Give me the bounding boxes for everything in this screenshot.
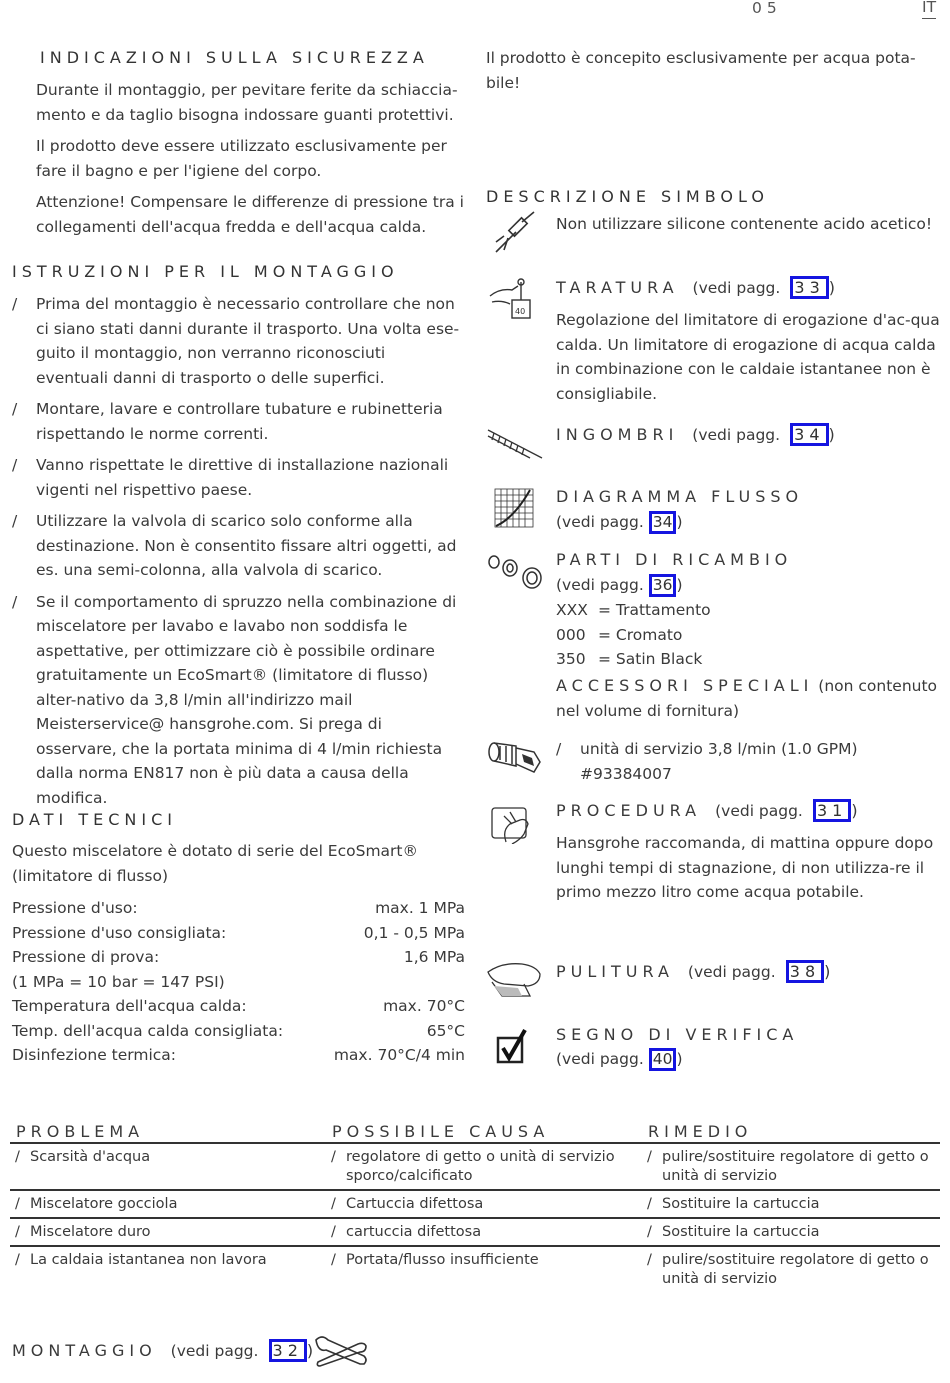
technical-title: DATI TECNICI [12,810,177,829]
ruler-icon [486,424,544,462]
pulitura-title: PULITURA [556,962,674,981]
page-ref-prefix: (vedi pagg. [687,963,776,981]
technical-label: Temp. dell'acqua calda consigliata: [12,1021,284,1040]
page-ref-link[interactable]: 40 [649,1048,677,1071]
page-ref-close: ) [828,278,841,297]
table-row [10,1190,940,1218]
list-item: / Se il comportamento di spruzzo nella combinazione di miscelatore per lavabo e lavabo non soddisfa le aspettative, per ottimizzare ciò è possibile ordinare gratuitamente un EcoSmart® (limitatore di flusso) alter-nativo da 3,8 l/min all'indirizzo mail Meisterservice@ hansgrohe.com. Si prega di osservare, che la portata minima di 4 l/min richiesta dalla norma EN817 non è più data a causa della modifica. [12,590,460,811]
verifica-ref [556,1047,683,1072]
list-item: / Utilizzare la valvola di scarico solo conforme alla destinazione. Non è consentito fissare altri oggetti, ad es. una semi-colonna, alla valvola di scarico. [12,509,460,583]
technical-label: Pressione d'uso: [12,899,138,917]
cause-cell: / regolatore di getto o unità di servizio sporco/calcificato [326,1148,636,1186]
remedy-cell: / Sostituire la cartuccia [642,1223,934,1242]
technical-row [12,896,465,921]
page-ref-prefix: (vedi pagg. [692,279,781,297]
technical-row [12,945,465,970]
diagramma-title: DIAGRAMMA FLUSSO [556,487,804,506]
safety-paragraph: Il prodotto deve essere utilizzato esclusivamente per fare il bagno e per l'igiene del corpo. [36,137,447,180]
installation-list [12,292,460,817]
accessori-item-number: #93384007 [580,764,672,783]
page-ref-close: ) [828,425,840,444]
cause-cell: / cartuccia difettosa [326,1223,636,1242]
cause-cell: / Portata/flusso insufficiente [326,1251,636,1270]
table-row [10,1246,940,1292]
accessori-note: (non contenuto nel volume di fornitura) [556,677,938,720]
technical-value: 0,1 - 0,5 MPa [363,923,465,942]
page-ref-prefix: (vedi pagg. [170,1342,259,1360]
table-row [10,1143,940,1190]
technical-row [12,994,465,1019]
checkmark-icon [496,1028,530,1066]
page-ref-prefix: (vedi pagg. [556,576,644,594]
spare-parts-icon [486,550,544,592]
technical-row [12,921,465,946]
technical-value: 1,6 MPa [403,948,465,966]
problem-cell: / Miscelatore gocciola [10,1195,320,1214]
procedura-title: PROCEDURA [556,801,702,820]
page-ref-close: ) [676,576,683,594]
hand-on-handle-icon [488,802,540,844]
column-header: POSSIBILE CAUSA [326,1120,642,1143]
safety-paragraph: Attenzione! Compensare le differenze di pressione tra i collegamenti dell'acqua fredda e dell'acqua calda. [36,193,464,236]
troubleshooting-table [10,1120,940,1292]
page-ref-link[interactable]: 36 [649,574,677,597]
table-row [10,1218,940,1246]
safety-section [36,78,466,239]
technical-label: (1 MPa = 10 bar = 147 PSI) [12,972,225,991]
symbols-title: DESCRIZIONE SIMBOLO [486,187,769,206]
technical-row [12,1043,465,1068]
problem-cell: / La caldaia istantanea non lavora [10,1251,320,1270]
montaggio-title-line [12,1339,318,1364]
column-header: PROBLEMA [10,1120,326,1143]
remedy-cell: / pulire/sostituire regolatore di getto o unità di servizio [642,1251,934,1289]
page-ref-prefix: (vedi pagg. [556,1050,644,1068]
page-number: 05 [752,0,782,17]
taratura-text: Regolazione del limitatore di erogazione d'ac-qua calda. Un limitatore di erogazione di acqua calda in combinazione con le caldaie istantanee non è consigliabile. [556,311,940,403]
silicone-warning: Non utilizzare silicone contenente acido acetico! [556,215,933,233]
technical-label: Pressione di prova: [12,948,160,966]
finish-code: 350 [556,650,586,668]
ingombri-title: INGOMBRI [556,425,679,444]
safety-title: INDICAZIONI SULLA SICUREZZA [40,48,429,67]
ricambio-title: PARTI DI RICAMBIO [556,550,793,569]
page-ref-close: ) [824,962,836,981]
technical-value: max. 1 MPa [375,899,465,917]
language-code: IT [922,0,936,19]
wrench-icon [312,1332,370,1372]
technical-value: max. 70°C/4 min [333,1046,465,1064]
page-ref-link[interactable]: 38 [786,960,824,983]
finish-code: XXX [556,601,588,619]
page-ref-prefix: (vedi pagg. [692,426,781,444]
cause-cell: / Cartuccia difettosa [326,1195,636,1214]
procedura-title-line [556,799,863,824]
page-ref-prefix: (vedi pagg. [556,513,644,531]
column-header: RIMEDIO [642,1120,940,1143]
finish-code-row [556,623,856,648]
page-ref-link[interactable]: 32 [269,1339,307,1362]
finish-desc: = Cromato [598,625,683,644]
technical-label: Temperatura dell'acqua calda: [12,997,247,1015]
page-ref-link[interactable]: 34 [649,511,677,534]
technical-row [12,970,465,995]
finish-desc: = Trattamento [598,601,711,619]
list-item: / Vanno rispettate le direttive di installazione nazionali vigenti nel rispettivo paese. [12,453,460,502]
page-ref-link[interactable]: 34 [790,423,828,446]
taratura-title: TARATURA [556,278,679,297]
pulitura-title-line [556,960,835,985]
technical-value: 65°C [426,1021,465,1040]
page-ref-link[interactable]: 33 [790,276,828,299]
page-ref-close: ) [676,513,683,531]
verifica-title: SEGNO DI VERIFICA [556,1025,799,1044]
problem-cell: / Miscelatore duro [10,1223,320,1242]
page-ref-close: ) [306,1341,319,1360]
accessori-title: ACCESSORI SPECIALI [556,676,814,695]
page-ref-close: ) [676,1050,683,1068]
remedy-cell: / pulire/sostituire regolatore di getto o unità di servizio [642,1148,934,1186]
cleaning-hand-icon [486,958,544,1000]
list-item: / Montare, lavare e controllare tubature e rubinetteria rispettando le norme correnti. [12,397,460,446]
accessori-item: / unità di servizio 3,8 l/min (1.0 GPM) #93384007 [556,740,858,783]
page-ref-close: ) [851,801,863,820]
finish-code: 000 [556,625,586,644]
technical-value: max. 70°C [383,997,465,1015]
diagramma-ref [556,510,683,535]
ingombri-title-line [556,423,840,448]
remedy-cell: / Sostituire la cartuccia [642,1195,934,1214]
montaggio-title: MONTAGGIO [12,1341,157,1360]
technical-label: Pressione d'uso consigliata: [12,923,227,942]
technical-row [12,1019,465,1044]
procedura-text: Hansgrohe raccomanda, di mattina oppure dopo lunghi tempi di stagnazione, di non utilizza-re il primo mezzo litro come acqua potabile. [556,834,934,901]
technical-intro: Questo miscelatore è dotato di serie del EcoSmart® (limitatore di flusso) [12,842,418,885]
potable-water-note: Il prodotto è concepito esclusivamente per acqua pota-bile! [486,49,916,92]
finish-code-row [556,647,856,672]
ricambio-ref [556,573,683,598]
temperature-dial-icon [488,276,536,322]
accessori-item-text: unità di servizio 3,8 l/min (1.0 GPM) [580,740,858,758]
service-unit-icon [486,738,544,778]
problem-cell: / Scarsità d'acqua [10,1148,320,1167]
table-header-row [10,1120,940,1143]
finish-desc: = Satin Black [598,650,703,668]
installation-title: ISTRUZIONI PER IL MONTAGGIO [12,262,399,281]
safety-paragraph: Durante il montaggio, per pevitare ferite da schiaccia-mento e da taglio bisogna indossare guanti protettivi. [36,81,458,124]
finish-code-row [556,598,856,623]
silicone-gun-icon [490,208,540,256]
technical-table [12,896,465,1068]
page-ref-link[interactable]: 31 [813,799,851,822]
finish-codes [556,598,856,672]
page-ref-prefix: (vedi pagg. [715,802,803,820]
accessori-block [556,674,941,723]
technical-label: Disinfezione termica: [12,1046,177,1064]
svg-text:40: 40 [515,307,526,316]
taratura-title-line [556,276,840,301]
flow-diagram-icon [494,488,534,528]
list-item: / Prima del montaggio è necessario controllare che non ci siano stati danni durante il trasporto. Una volta ese-guito il montaggio, non verranno riconosciuti eventuali danni di trasporto o delle superfici. [12,292,460,390]
